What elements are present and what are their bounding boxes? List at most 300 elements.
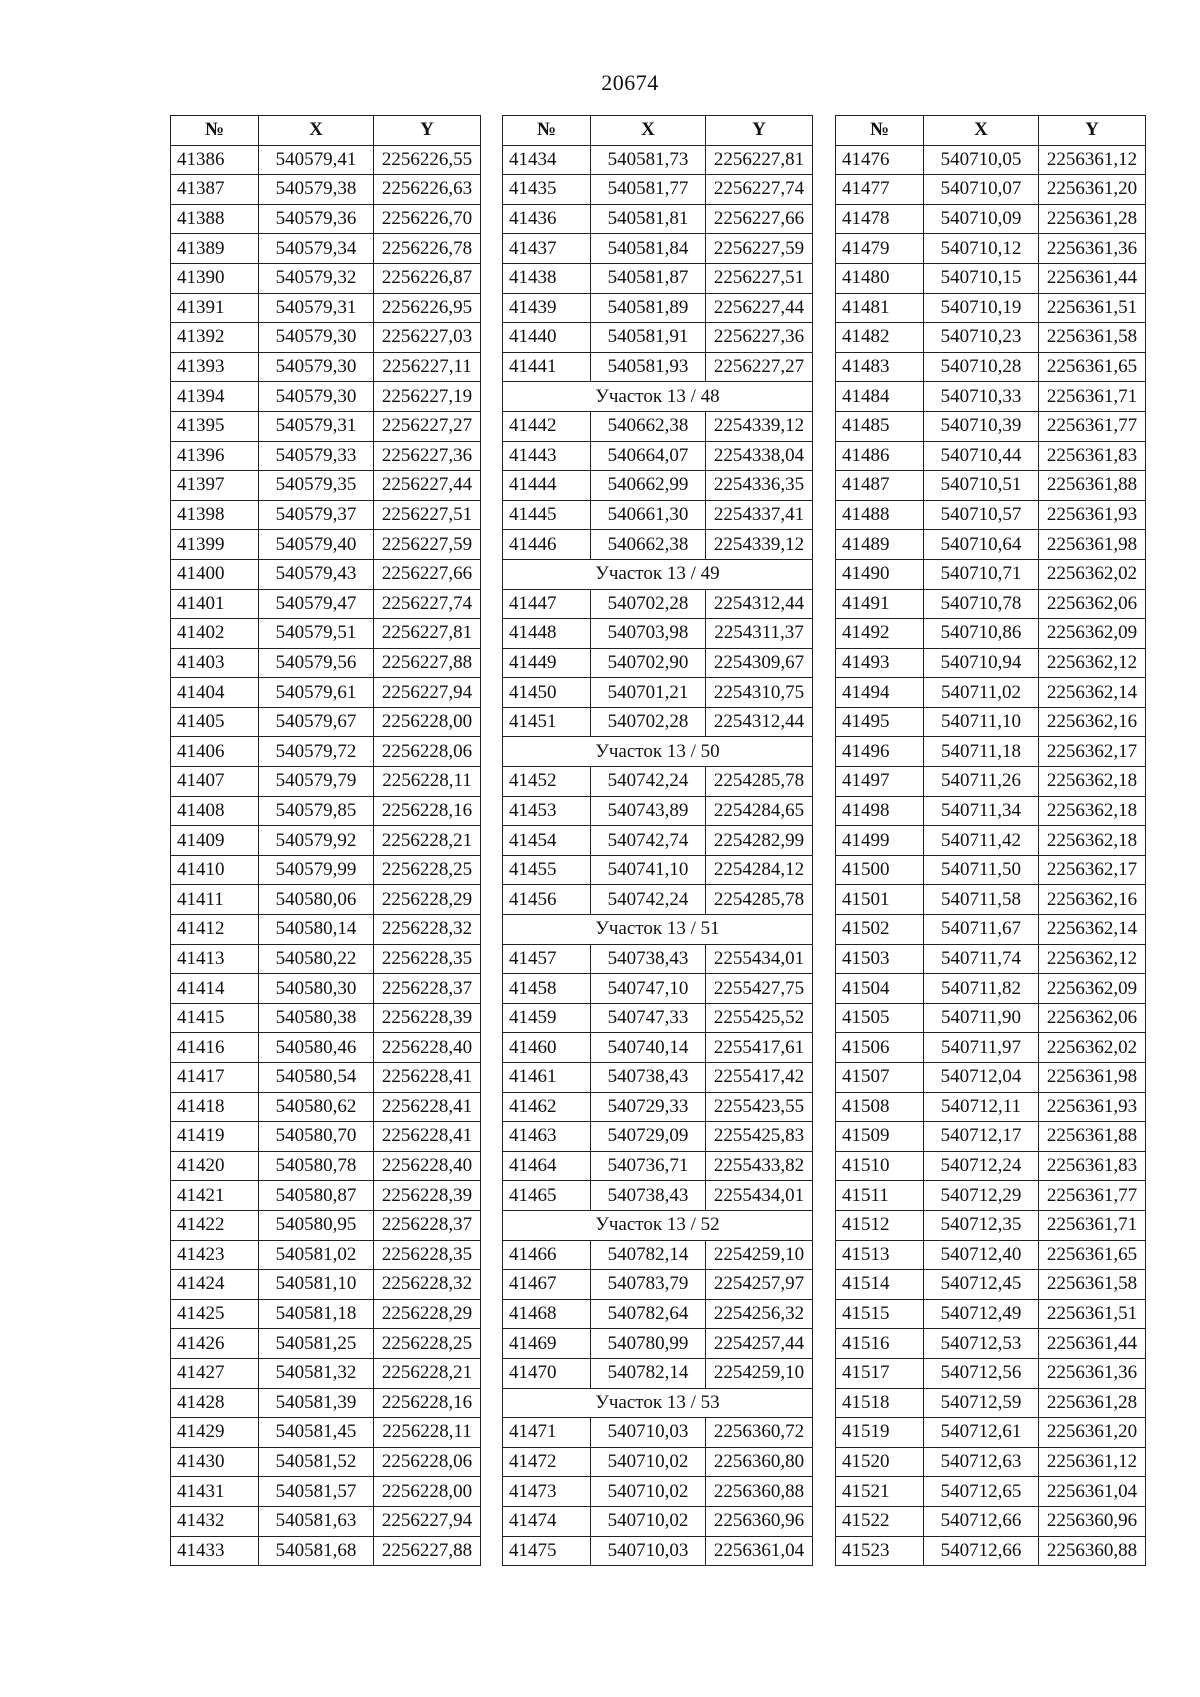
y-coordinate: 2256227,74 bbox=[706, 175, 813, 205]
point-number: 41415 bbox=[171, 1003, 259, 1033]
point-number: 41456 bbox=[503, 885, 591, 915]
table-row bbox=[503, 974, 813, 1004]
x-coordinate: 540579,30 bbox=[259, 352, 374, 382]
point-number: 41516 bbox=[836, 1329, 924, 1359]
point-number: 41488 bbox=[836, 500, 924, 530]
y-coordinate: 2256228,37 bbox=[374, 1210, 481, 1240]
y-coordinate: 2256228,35 bbox=[374, 944, 481, 974]
y-coordinate: 2256228,16 bbox=[374, 796, 481, 826]
point-number: 41506 bbox=[836, 1033, 924, 1063]
x-coordinate: 540580,22 bbox=[259, 944, 374, 974]
y-coordinate: 2256227,88 bbox=[374, 1536, 481, 1566]
x-coordinate: 540581,89 bbox=[591, 293, 706, 323]
table-row bbox=[836, 826, 1146, 856]
y-coordinate: 2256360,96 bbox=[706, 1506, 813, 1536]
x-coordinate: 540581,87 bbox=[591, 263, 706, 293]
point-number: 41485 bbox=[836, 411, 924, 441]
x-coordinate: 540579,30 bbox=[259, 323, 374, 353]
x-coordinate: 540579,35 bbox=[259, 471, 374, 501]
point-number: 41469 bbox=[503, 1329, 591, 1359]
y-coordinate: 2256227,27 bbox=[706, 352, 813, 382]
table-row bbox=[836, 767, 1146, 797]
table-row bbox=[503, 1358, 813, 1388]
x-coordinate: 540738,43 bbox=[591, 1063, 706, 1093]
point-number: 41391 bbox=[171, 293, 259, 323]
point-number: 41411 bbox=[171, 885, 259, 915]
y-coordinate: 2256361,77 bbox=[1039, 1181, 1146, 1211]
y-coordinate: 2256227,94 bbox=[374, 678, 481, 708]
x-coordinate: 540782,14 bbox=[591, 1358, 706, 1388]
x-coordinate: 540710,09 bbox=[924, 204, 1039, 234]
table-row bbox=[503, 1299, 813, 1329]
x-coordinate: 540711,02 bbox=[924, 678, 1039, 708]
x-coordinate: 540711,90 bbox=[924, 1003, 1039, 1033]
table-row bbox=[836, 1063, 1146, 1093]
point-number: 41490 bbox=[836, 559, 924, 589]
table-row bbox=[836, 530, 1146, 560]
x-coordinate: 540579,99 bbox=[259, 855, 374, 885]
point-number: 41507 bbox=[836, 1063, 924, 1093]
point-number: 41478 bbox=[836, 204, 924, 234]
x-coordinate: 540712,40 bbox=[924, 1240, 1039, 1270]
table-row bbox=[836, 382, 1146, 412]
x-coordinate: 540782,64 bbox=[591, 1299, 706, 1329]
point-number: 41388 bbox=[171, 204, 259, 234]
y-coordinate: 2256362,12 bbox=[1039, 944, 1146, 974]
point-number: 41395 bbox=[171, 411, 259, 441]
table-header-row bbox=[171, 116, 481, 146]
y-coordinate: 2256227,94 bbox=[374, 1506, 481, 1536]
x-coordinate: 540703,98 bbox=[591, 619, 706, 649]
table-row bbox=[836, 293, 1146, 323]
y-coordinate: 2256227,59 bbox=[374, 530, 481, 560]
table-row bbox=[836, 175, 1146, 205]
y-coordinate: 2256226,70 bbox=[374, 204, 481, 234]
y-coordinate: 2256361,65 bbox=[1039, 352, 1146, 382]
point-number: 41471 bbox=[503, 1418, 591, 1448]
y-coordinate: 2256362,06 bbox=[1039, 589, 1146, 619]
point-number: 41394 bbox=[171, 382, 259, 412]
point-number: 41430 bbox=[171, 1447, 259, 1477]
y-coordinate: 2256226,55 bbox=[374, 145, 481, 175]
x-coordinate: 540581,81 bbox=[591, 204, 706, 234]
x-coordinate: 540579,72 bbox=[259, 737, 374, 767]
table-row bbox=[171, 1299, 481, 1329]
y-coordinate: 2256227,27 bbox=[374, 411, 481, 441]
y-coordinate: 2254284,65 bbox=[706, 796, 813, 826]
x-coordinate: 540702,28 bbox=[591, 707, 706, 737]
section-title: Участок 13 / 48 bbox=[503, 382, 813, 412]
x-coordinate: 540711,67 bbox=[924, 915, 1039, 945]
point-number: 41468 bbox=[503, 1299, 591, 1329]
table-header-row bbox=[503, 116, 813, 146]
table-row bbox=[171, 441, 481, 471]
y-coordinate: 2256228,16 bbox=[374, 1388, 481, 1418]
table-row bbox=[503, 885, 813, 915]
table-row bbox=[503, 1151, 813, 1181]
point-number: 41431 bbox=[171, 1477, 259, 1507]
table-row bbox=[171, 1092, 481, 1122]
x-coordinate: 540747,33 bbox=[591, 1003, 706, 1033]
table-row bbox=[836, 1418, 1146, 1448]
table-row bbox=[171, 145, 481, 175]
y-coordinate: 2256228,40 bbox=[374, 1033, 481, 1063]
x-coordinate: 540581,73 bbox=[591, 145, 706, 175]
x-coordinate: 540710,02 bbox=[591, 1477, 706, 1507]
point-number: 41443 bbox=[503, 441, 591, 471]
point-number: 41489 bbox=[836, 530, 924, 560]
y-coordinate: 2254312,44 bbox=[706, 589, 813, 619]
table-row bbox=[171, 737, 481, 767]
point-number: 41523 bbox=[836, 1536, 924, 1566]
section-row bbox=[503, 737, 813, 767]
x-coordinate: 540743,89 bbox=[591, 796, 706, 826]
y-coordinate: 2256362,09 bbox=[1039, 619, 1146, 649]
y-coordinate: 2254285,78 bbox=[706, 885, 813, 915]
x-coordinate: 540742,74 bbox=[591, 826, 706, 856]
point-number: 41513 bbox=[836, 1240, 924, 1270]
x-coordinate: 540738,43 bbox=[591, 1181, 706, 1211]
y-coordinate: 2255425,52 bbox=[706, 1003, 813, 1033]
x-coordinate: 540580,38 bbox=[259, 1003, 374, 1033]
point-number: 41387 bbox=[171, 175, 259, 205]
header-y: Y bbox=[706, 116, 813, 146]
point-number: 41398 bbox=[171, 500, 259, 530]
coordinates-table-2 bbox=[502, 115, 813, 1566]
point-number: 41442 bbox=[503, 411, 591, 441]
table-row bbox=[503, 796, 813, 826]
point-number: 41501 bbox=[836, 885, 924, 915]
x-coordinate: 540710,64 bbox=[924, 530, 1039, 560]
y-coordinate: 2256228,29 bbox=[374, 1299, 481, 1329]
y-coordinate: 2256227,88 bbox=[374, 648, 481, 678]
point-number: 41486 bbox=[836, 441, 924, 471]
section-title: Участок 13 / 52 bbox=[503, 1210, 813, 1240]
table-row bbox=[171, 648, 481, 678]
y-coordinate: 2256226,95 bbox=[374, 293, 481, 323]
x-coordinate: 540712,04 bbox=[924, 1063, 1039, 1093]
x-coordinate: 540712,56 bbox=[924, 1358, 1039, 1388]
point-number: 41441 bbox=[503, 352, 591, 382]
point-number: 41498 bbox=[836, 796, 924, 826]
table-row bbox=[171, 500, 481, 530]
x-coordinate: 540579,61 bbox=[259, 678, 374, 708]
point-number: 41480 bbox=[836, 263, 924, 293]
y-coordinate: 2256362,14 bbox=[1039, 678, 1146, 708]
table-row bbox=[503, 589, 813, 619]
y-coordinate: 2256362,17 bbox=[1039, 737, 1146, 767]
point-number: 41438 bbox=[503, 263, 591, 293]
table-row bbox=[171, 1388, 481, 1418]
table-row bbox=[836, 707, 1146, 737]
point-number: 41389 bbox=[171, 234, 259, 264]
point-number: 41494 bbox=[836, 678, 924, 708]
section-title: Участок 13 / 53 bbox=[503, 1388, 813, 1418]
y-coordinate: 2256361,88 bbox=[1039, 471, 1146, 501]
y-coordinate: 2256227,19 bbox=[374, 382, 481, 412]
y-coordinate: 2256228,40 bbox=[374, 1151, 481, 1181]
y-coordinate: 2255425,83 bbox=[706, 1122, 813, 1152]
y-coordinate: 2256228,11 bbox=[374, 767, 481, 797]
x-coordinate: 540580,78 bbox=[259, 1151, 374, 1181]
point-number: 41447 bbox=[503, 589, 591, 619]
y-coordinate: 2256227,36 bbox=[374, 441, 481, 471]
point-number: 41511 bbox=[836, 1181, 924, 1211]
point-number: 41470 bbox=[503, 1358, 591, 1388]
table-row bbox=[836, 855, 1146, 885]
y-coordinate: 2256361,28 bbox=[1039, 1388, 1146, 1418]
section-row bbox=[503, 559, 813, 589]
point-number: 41499 bbox=[836, 826, 924, 856]
header-y: Y bbox=[374, 116, 481, 146]
x-coordinate: 540783,79 bbox=[591, 1270, 706, 1300]
table-row bbox=[836, 263, 1146, 293]
point-number: 41481 bbox=[836, 293, 924, 323]
table-row bbox=[503, 411, 813, 441]
y-coordinate: 2256361,44 bbox=[1039, 1329, 1146, 1359]
point-number: 41392 bbox=[171, 323, 259, 353]
x-coordinate: 540710,94 bbox=[924, 648, 1039, 678]
table-row bbox=[171, 944, 481, 974]
point-number: 41505 bbox=[836, 1003, 924, 1033]
y-coordinate: 2256361,77 bbox=[1039, 411, 1146, 441]
point-number: 41517 bbox=[836, 1358, 924, 1388]
point-number: 41437 bbox=[503, 234, 591, 264]
y-coordinate: 2254256,32 bbox=[706, 1299, 813, 1329]
point-number: 41477 bbox=[836, 175, 924, 205]
table-row bbox=[503, 1240, 813, 1270]
point-number: 41418 bbox=[171, 1092, 259, 1122]
table-row bbox=[503, 204, 813, 234]
point-number: 41408 bbox=[171, 796, 259, 826]
table-row bbox=[171, 352, 481, 382]
table-row bbox=[836, 1477, 1146, 1507]
table-row bbox=[171, 234, 481, 264]
table-row bbox=[503, 1181, 813, 1211]
table-row bbox=[836, 145, 1146, 175]
section-title: Участок 13 / 51 bbox=[503, 915, 813, 945]
point-number: 41509 bbox=[836, 1122, 924, 1152]
point-number: 41400 bbox=[171, 559, 259, 589]
table-row bbox=[171, 1418, 481, 1448]
y-coordinate: 2256227,51 bbox=[706, 263, 813, 293]
y-coordinate: 2256361,28 bbox=[1039, 204, 1146, 234]
x-coordinate: 540580,87 bbox=[259, 1181, 374, 1211]
page-number: 20674 bbox=[601, 70, 659, 95]
x-coordinate: 540702,28 bbox=[591, 589, 706, 619]
x-coordinate: 540581,39 bbox=[259, 1388, 374, 1418]
y-coordinate: 2256361,20 bbox=[1039, 175, 1146, 205]
y-coordinate: 2256360,72 bbox=[706, 1418, 813, 1448]
x-coordinate: 540712,35 bbox=[924, 1210, 1039, 1240]
x-coordinate: 540710,78 bbox=[924, 589, 1039, 619]
table-row bbox=[836, 1358, 1146, 1388]
x-coordinate: 540579,47 bbox=[259, 589, 374, 619]
table-row bbox=[836, 441, 1146, 471]
table-row bbox=[836, 1447, 1146, 1477]
point-number: 41405 bbox=[171, 707, 259, 737]
point-number: 41462 bbox=[503, 1092, 591, 1122]
section-row bbox=[503, 1210, 813, 1240]
y-coordinate: 2256228,06 bbox=[374, 737, 481, 767]
point-number: 41515 bbox=[836, 1299, 924, 1329]
y-coordinate: 2256227,66 bbox=[374, 559, 481, 589]
point-number: 41444 bbox=[503, 471, 591, 501]
y-coordinate: 2256362,16 bbox=[1039, 885, 1146, 915]
x-coordinate: 540710,39 bbox=[924, 411, 1039, 441]
table-row bbox=[171, 175, 481, 205]
table-row bbox=[836, 1299, 1146, 1329]
y-coordinate: 2255434,01 bbox=[706, 1181, 813, 1211]
point-number: 41451 bbox=[503, 707, 591, 737]
y-coordinate: 2256228,39 bbox=[374, 1181, 481, 1211]
point-number: 41445 bbox=[503, 500, 591, 530]
point-number: 41429 bbox=[171, 1418, 259, 1448]
y-coordinate: 2256228,41 bbox=[374, 1122, 481, 1152]
table-row bbox=[171, 323, 481, 353]
x-coordinate: 540729,09 bbox=[591, 1122, 706, 1152]
table-row bbox=[503, 678, 813, 708]
x-coordinate: 540579,40 bbox=[259, 530, 374, 560]
point-number: 41503 bbox=[836, 944, 924, 974]
x-coordinate: 540579,79 bbox=[259, 767, 374, 797]
table-row bbox=[503, 944, 813, 974]
y-coordinate: 2255417,61 bbox=[706, 1033, 813, 1063]
x-coordinate: 540712,11 bbox=[924, 1092, 1039, 1122]
x-coordinate: 540662,38 bbox=[591, 530, 706, 560]
table-row bbox=[503, 855, 813, 885]
section-row bbox=[503, 1388, 813, 1418]
table-row bbox=[836, 737, 1146, 767]
x-coordinate: 540661,30 bbox=[591, 500, 706, 530]
x-coordinate: 540701,21 bbox=[591, 678, 706, 708]
table-row bbox=[836, 885, 1146, 915]
point-number: 41512 bbox=[836, 1210, 924, 1240]
x-coordinate: 540710,07 bbox=[924, 175, 1039, 205]
y-coordinate: 2256361,93 bbox=[1039, 500, 1146, 530]
section-title: Участок 13 / 50 bbox=[503, 737, 813, 767]
table-row bbox=[503, 1270, 813, 1300]
table-row bbox=[503, 471, 813, 501]
table-row bbox=[503, 707, 813, 737]
y-coordinate: 2256361,98 bbox=[1039, 1063, 1146, 1093]
x-coordinate: 540581,91 bbox=[591, 323, 706, 353]
point-number: 41487 bbox=[836, 471, 924, 501]
y-coordinate: 2255434,01 bbox=[706, 944, 813, 974]
table-row bbox=[836, 1388, 1146, 1418]
x-coordinate: 540712,49 bbox=[924, 1299, 1039, 1329]
x-coordinate: 540712,17 bbox=[924, 1122, 1039, 1152]
table-row bbox=[503, 263, 813, 293]
point-number: 41510 bbox=[836, 1151, 924, 1181]
point-number: 41449 bbox=[503, 648, 591, 678]
point-number: 41386 bbox=[171, 145, 259, 175]
x-coordinate: 540710,02 bbox=[591, 1506, 706, 1536]
point-number: 41423 bbox=[171, 1240, 259, 1270]
point-number: 41482 bbox=[836, 323, 924, 353]
x-coordinate: 540712,59 bbox=[924, 1388, 1039, 1418]
y-coordinate: 2254259,10 bbox=[706, 1240, 813, 1270]
point-number: 41497 bbox=[836, 767, 924, 797]
table-row bbox=[836, 1033, 1146, 1063]
y-coordinate: 2256361,51 bbox=[1039, 1299, 1146, 1329]
point-number: 41450 bbox=[503, 678, 591, 708]
x-coordinate: 540580,54 bbox=[259, 1063, 374, 1093]
point-number: 41474 bbox=[503, 1506, 591, 1536]
y-coordinate: 2256361,71 bbox=[1039, 1210, 1146, 1240]
point-number: 41504 bbox=[836, 974, 924, 1004]
point-number: 41508 bbox=[836, 1092, 924, 1122]
y-coordinate: 2256227,11 bbox=[374, 352, 481, 382]
y-coordinate: 2255417,42 bbox=[706, 1063, 813, 1093]
point-number: 41448 bbox=[503, 619, 591, 649]
table-row bbox=[503, 530, 813, 560]
table-row bbox=[503, 1092, 813, 1122]
x-coordinate: 540579,56 bbox=[259, 648, 374, 678]
x-coordinate: 540711,26 bbox=[924, 767, 1039, 797]
y-coordinate: 2256361,36 bbox=[1039, 234, 1146, 264]
point-number: 41396 bbox=[171, 441, 259, 471]
table-row bbox=[836, 500, 1146, 530]
table-row bbox=[836, 796, 1146, 826]
x-coordinate: 540710,86 bbox=[924, 619, 1039, 649]
y-coordinate: 2256228,21 bbox=[374, 826, 481, 856]
table-row bbox=[171, 678, 481, 708]
point-number: 41406 bbox=[171, 737, 259, 767]
y-coordinate: 2255427,75 bbox=[706, 974, 813, 1004]
x-coordinate: 540580,70 bbox=[259, 1122, 374, 1152]
table-row bbox=[836, 234, 1146, 264]
table-row bbox=[171, 1358, 481, 1388]
point-number: 41403 bbox=[171, 648, 259, 678]
y-coordinate: 2256361,58 bbox=[1039, 1270, 1146, 1300]
point-number: 41413 bbox=[171, 944, 259, 974]
coordinates-table-3 bbox=[835, 115, 1146, 1566]
point-number: 41393 bbox=[171, 352, 259, 382]
y-coordinate: 2256360,80 bbox=[706, 1447, 813, 1477]
x-coordinate: 540581,68 bbox=[259, 1536, 374, 1566]
point-number: 41427 bbox=[171, 1358, 259, 1388]
y-coordinate: 2254284,12 bbox=[706, 855, 813, 885]
table-row bbox=[836, 678, 1146, 708]
table-row bbox=[836, 589, 1146, 619]
point-number: 41476 bbox=[836, 145, 924, 175]
point-number: 41514 bbox=[836, 1270, 924, 1300]
x-coordinate: 540579,85 bbox=[259, 796, 374, 826]
y-coordinate: 2256228,29 bbox=[374, 885, 481, 915]
point-number: 41440 bbox=[503, 323, 591, 353]
x-coordinate: 540710,05 bbox=[924, 145, 1039, 175]
table-row bbox=[503, 293, 813, 323]
table-row bbox=[171, 293, 481, 323]
y-coordinate: 2256362,09 bbox=[1039, 974, 1146, 1004]
y-coordinate: 2256362,16 bbox=[1039, 707, 1146, 737]
x-coordinate: 540711,42 bbox=[924, 826, 1039, 856]
table-row bbox=[836, 1329, 1146, 1359]
x-coordinate: 540579,34 bbox=[259, 234, 374, 264]
point-number: 41420 bbox=[171, 1151, 259, 1181]
x-coordinate: 540579,38 bbox=[259, 175, 374, 205]
y-coordinate: 2254285,78 bbox=[706, 767, 813, 797]
x-coordinate: 540780,99 bbox=[591, 1329, 706, 1359]
y-coordinate: 2256361,20 bbox=[1039, 1418, 1146, 1448]
y-coordinate: 2256361,04 bbox=[706, 1536, 813, 1566]
table-row bbox=[503, 145, 813, 175]
point-number: 41432 bbox=[171, 1506, 259, 1536]
x-coordinate: 540711,50 bbox=[924, 855, 1039, 885]
point-number: 41457 bbox=[503, 944, 591, 974]
y-coordinate: 2256362,02 bbox=[1039, 559, 1146, 589]
